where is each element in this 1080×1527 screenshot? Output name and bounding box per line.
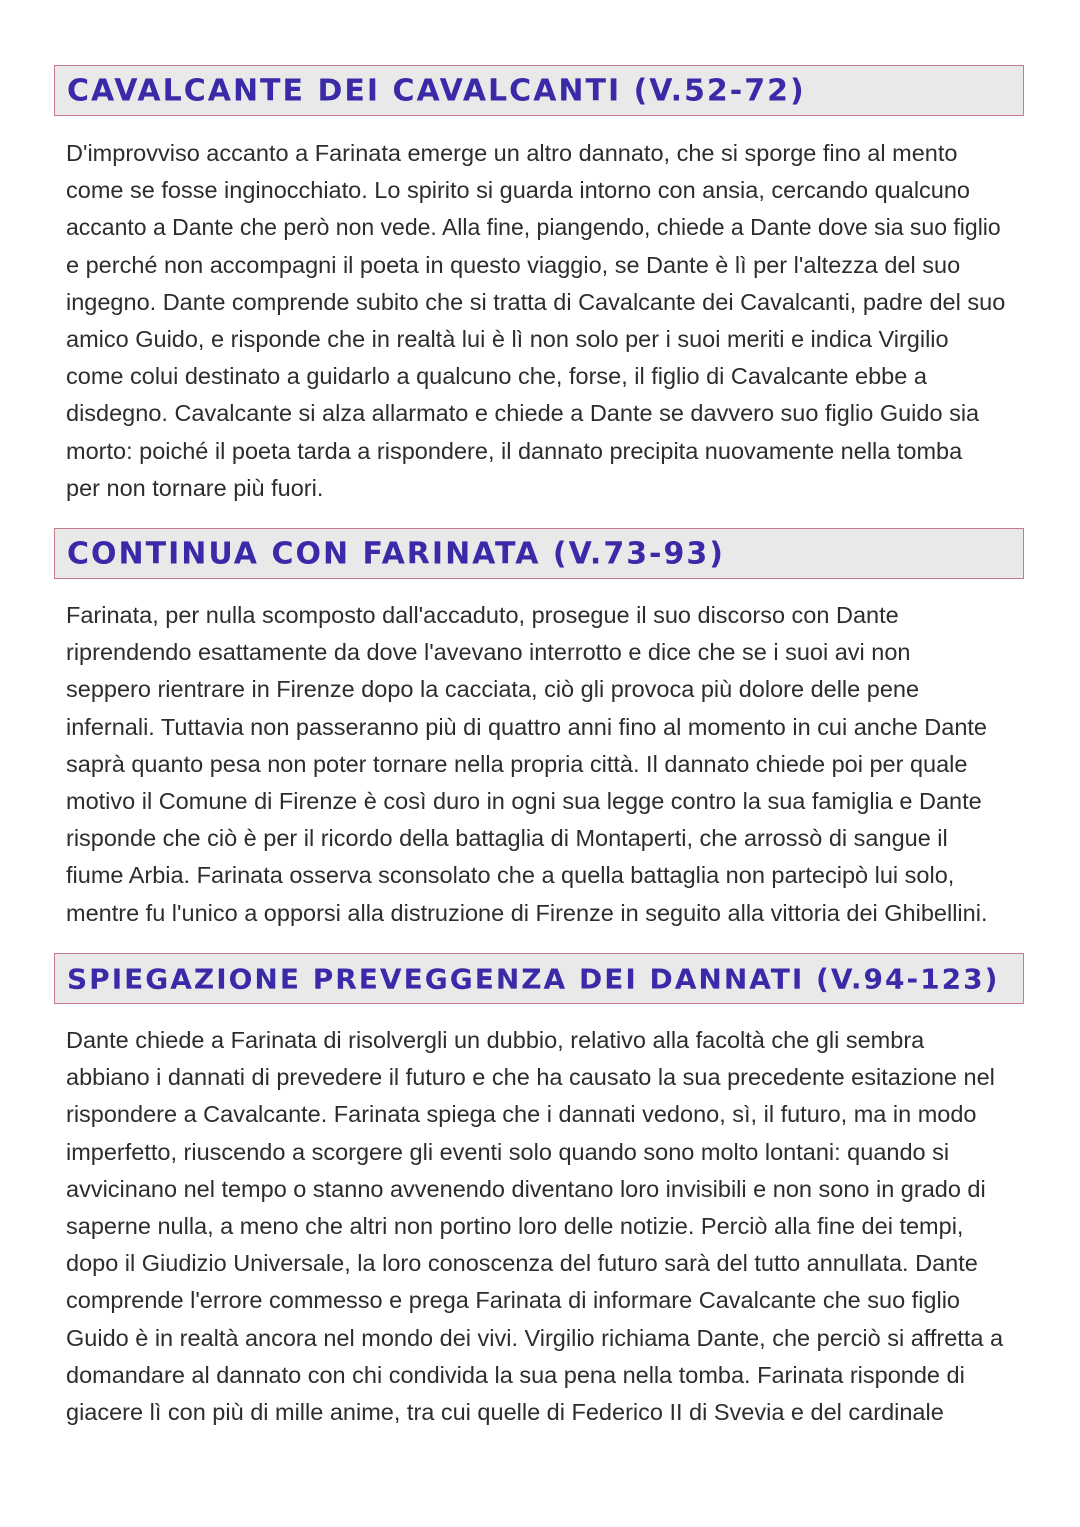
paragraph-line: seppero rientrare in Firenze dopo la cacciata, ciò gli provoca più dolore delle pene [66, 676, 920, 703]
paragraph-line: come colui destinato a guidarlo a qualcuno che, forse, il figlio di Cavalcante ebbe a [66, 363, 927, 390]
section-title: CAVALCANTE DEI CAVALCANTI (V.52-72) [67, 73, 806, 108]
paragraph-line: saperne nulla, a meno che altri non portino loro delle notizie. Perciò alla fine dei tempi, [66, 1212, 964, 1239]
paragraph-line: come se fosse inginocchiato. Lo spirito si guarda intorno con ansia, cercando qualcuno [66, 177, 970, 204]
paragraph-line: Farinata, per nulla scomposto dall'accaduto, prosegue il suo discorso con Dante [66, 602, 899, 628]
section-title: CONTINUA CON FARINATA (V.73-93) [67, 536, 725, 571]
section-paragraph-cavalcante [66, 135, 1016, 507]
paragraph-line: avvicinano nel tempo o stanno avvenendo diventano loro invisibili e non sono in grado di [66, 1175, 986, 1202]
section-header-cavalcante [54, 65, 1024, 116]
paragraph-line: ingegno. Dante comprende subito che si tratta di Cavalcante dei Cavalcanti, padre del suo [66, 288, 1006, 315]
paragraph-line: abbiano i dannati di prevedere il futuro e che ha causato la sua precedente esitazione nel [66, 1064, 995, 1091]
paragraph-line: motivo il Comune di Firenze è così duro in ogni sua legge contro la sua famiglia e Dante [66, 787, 982, 814]
paragraph-line: comprende l'errore commesso e prega Farinata di informare Cavalcante che suo figlio [66, 1287, 960, 1314]
paragraph-line: morto: poiché il poeta tarda a rispondere, il dannato precipita nuovamente nella tomba [66, 437, 963, 464]
paragraph-line: Guido è in realtà ancora nel mondo dei vivi. Virgilio richiama Dante, che perciò si affretta a [66, 1324, 1004, 1351]
paragraph-line: Dante chiede a Farinata di risolvergli un dubbio, relativo alla facoltà che gli sembra [66, 1027, 925, 1053]
section-paragraph-preveggenza [66, 1022, 1016, 1431]
paragraph-line: fiume Arbia. Farinata osserva sconsolato che a quella battaglia non partecipò lui solo, [66, 862, 955, 889]
paragraph-line: per non tornare più fuori. [66, 474, 324, 501]
paragraph-line: imperfetto, riuscendo a scorgere gli eventi solo quando sono molto lontani: quando si [66, 1138, 950, 1165]
paragraph-line: risponde che ciò è per il ricordo della battaglia di Montaperti, che arrossò di sangue il [66, 825, 948, 852]
paragraph-line: D'improvviso accanto a Farinata emerge un altro dannato, che si sporge fino al mento [66, 140, 958, 166]
paragraph-line: saprà quanto pesa non poter tornare nella propria città. Il dannato chiede poi per quale [66, 750, 968, 777]
paragraph-line: disdegno. Cavalcante si alza allarmato e chiede a Dante se davvero suo figlio Guido sia [66, 400, 980, 427]
paragraph-line: amico Guido, e risponde che in realtà lui è lì non solo per i suoi meriti e indica Virgilio [66, 325, 949, 352]
paragraph-line: riprendendo esattamente da dove l'avevano interrotto e dice che se i suoi avi non [66, 639, 911, 666]
paragraph-line: giacere lì con più di mille anime, tra cui quelle di Federico II di Svevia e del cardinale [66, 1398, 944, 1425]
paragraph-line: infernali. Tuttavia non passeranno più di quattro anni fino al momento in cui anche Dante [66, 713, 987, 740]
section-header-farinata [54, 528, 1024, 579]
section-header-preveggenza [54, 953, 1024, 1004]
paragraph-line: rispondere a Cavalcante. Farinata spiega che i dannati vedono, sì, il futuro, ma in modo [66, 1101, 977, 1128]
paragraph-line: e perché non accompagni il poeta in questo viaggio, se Dante è lì per l'altezza del suo [66, 251, 961, 278]
paragraph-line: mentre fu l'unico a opporsi alla distruzione di Firenze in seguito alla vittoria dei Ghibellini. [66, 899, 988, 926]
paragraph-line: dopo il Giudizio Universale, la loro conoscenza del futuro sarà del tutto annullata. Dante [66, 1250, 978, 1277]
paragraph-line: domandare al dannato con chi condivida la sua pena nella tomba. Farinata risponde di [66, 1361, 965, 1388]
paragraph-line: accanto a Dante che però non vede. Alla fine, piangendo, chiede a Dante dove sia suo figlio [66, 214, 1001, 241]
section-title: SPIEGAZIONE PREVEGGENZA DEI DANNATI (V.94-123) [67, 962, 1000, 995]
section-paragraph-farinata [66, 597, 1016, 932]
